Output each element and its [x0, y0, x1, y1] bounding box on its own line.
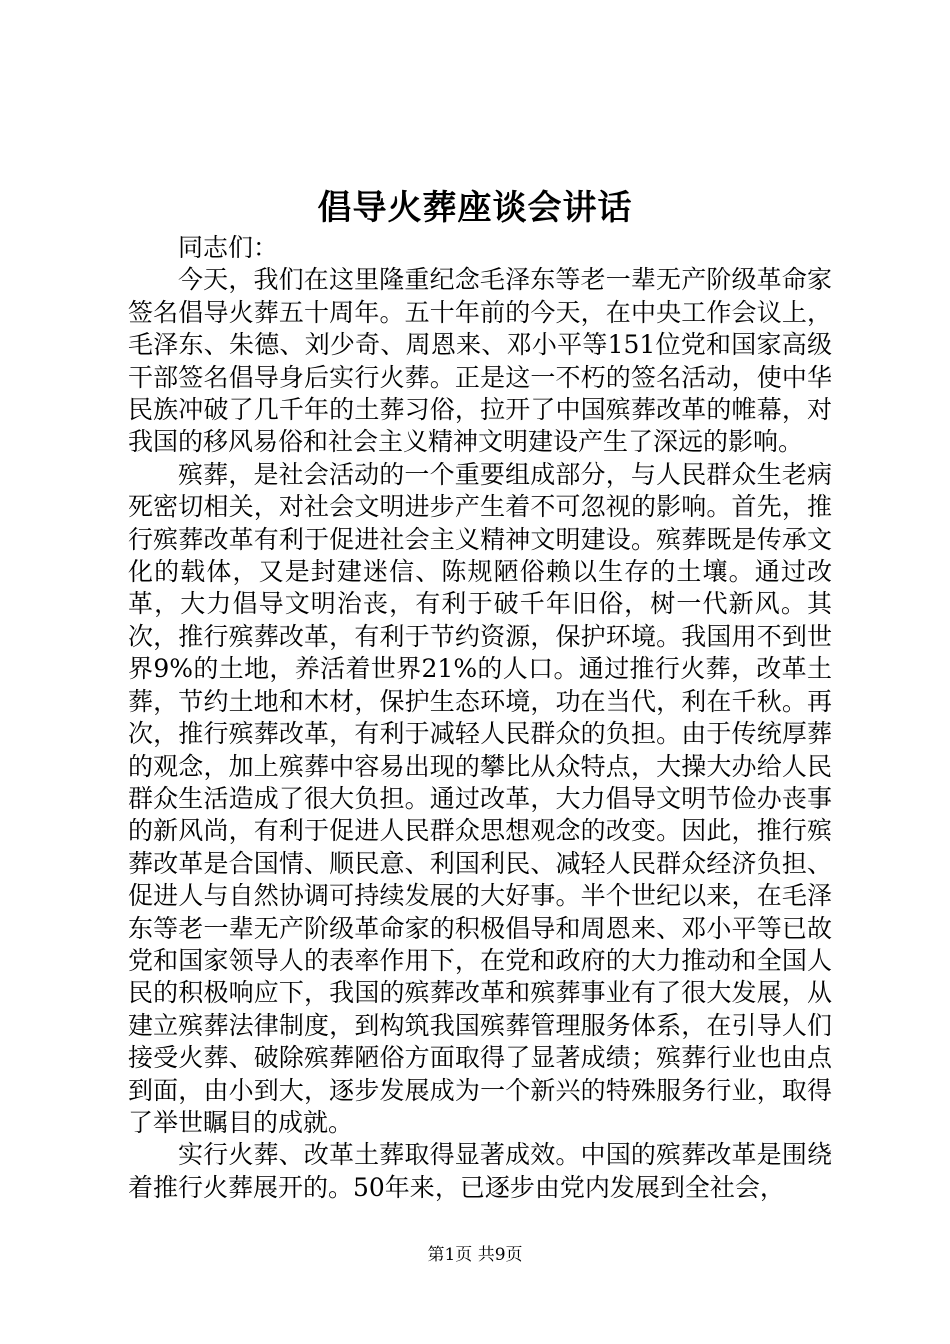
paragraph-3: 实行火葬、改革土葬取得显著成效。中国的殡葬改革是围绕着推行火葬展开的。50年来，已逐步由党内发展到全社会，	[128, 1140, 832, 1202]
document-body	[128, 232, 832, 1204]
paragraph-1: 今天，我们在这里隆重纪念毛泽东等老一辈无产阶级革命家签名倡导火葬五十周年。五十年前的今天，在中央工作会议上，毛泽东、朱德、刘少奇、周恩来、邓小平等151位党和国家高级干部签名倡导身后实行火葬。正是这一不朽的签名活动，使中华民族冲破了几千年的土葬习俗，拉开了中国殡葬改革的帷幕，对我国的移风易俗和社会主义精神文明建设产生了深远的影响。	[128, 265, 832, 457]
paragraph-2: 殡葬，是社会活动的一个重要组成部分，与人民群众生老病死密切相关，对社会文明进步产生着不可忽视的影响。首先，推行殡葬改革有利于促进社会主义精神文明建设。殡葬既是传承文化的载体，又是封建迷信、陈规陋俗赖以生存的土壤。通过改革，大力倡导文明治丧，有利于破千年旧俗，树一代新风。其次，推行殡葬改革，有利于节约资源，保护环境。我国用不到世界9%的土地，养活着世界21%的人口。通过推行火葬，改革土葬，节约土地和木材，保护生态环境，功在当代，利在千秋。再次，推行殡葬改革，有利于减轻人民群众的负担。由于传统厚葬的观念，加上殡葬中容易出现的攀比从众特点，大操大办给人民群众生活造成了很大负担。通过改革，大力倡导文明节俭办丧事的新风尚，有利于促进人民群众思想观念的改变。因此，推行殡葬改革是合国情、顺民意、利国利民、减轻人民群众经济负担、促进人与自然协调可持续发展的大好事。半个世纪以来，在毛泽东等老一辈无产阶级革命家的积极倡导和周恩来、邓小平等已故党和国家领导人的表率作用下，在党和政府的大力推动和全国人民的积极响应下，我国的殡葬改革和殡葬事业有了很大发展，从建立殡葬法律制度，到构筑我国殡葬管理服务体系，在引导人们接受火葬、破除殡葬陋俗方面取得了显著成绩；殡葬行业也由点到面，由小到大，逐步发展成为一个新兴的特殊服务行业，取得了举世瞩目的成就。	[128, 459, 832, 1137]
salutation: 同志们：	[178, 233, 279, 262]
document-title: 倡导火葬座谈会讲话	[317, 188, 633, 228]
page-footer: 第1页 共9页	[427, 1245, 523, 1265]
